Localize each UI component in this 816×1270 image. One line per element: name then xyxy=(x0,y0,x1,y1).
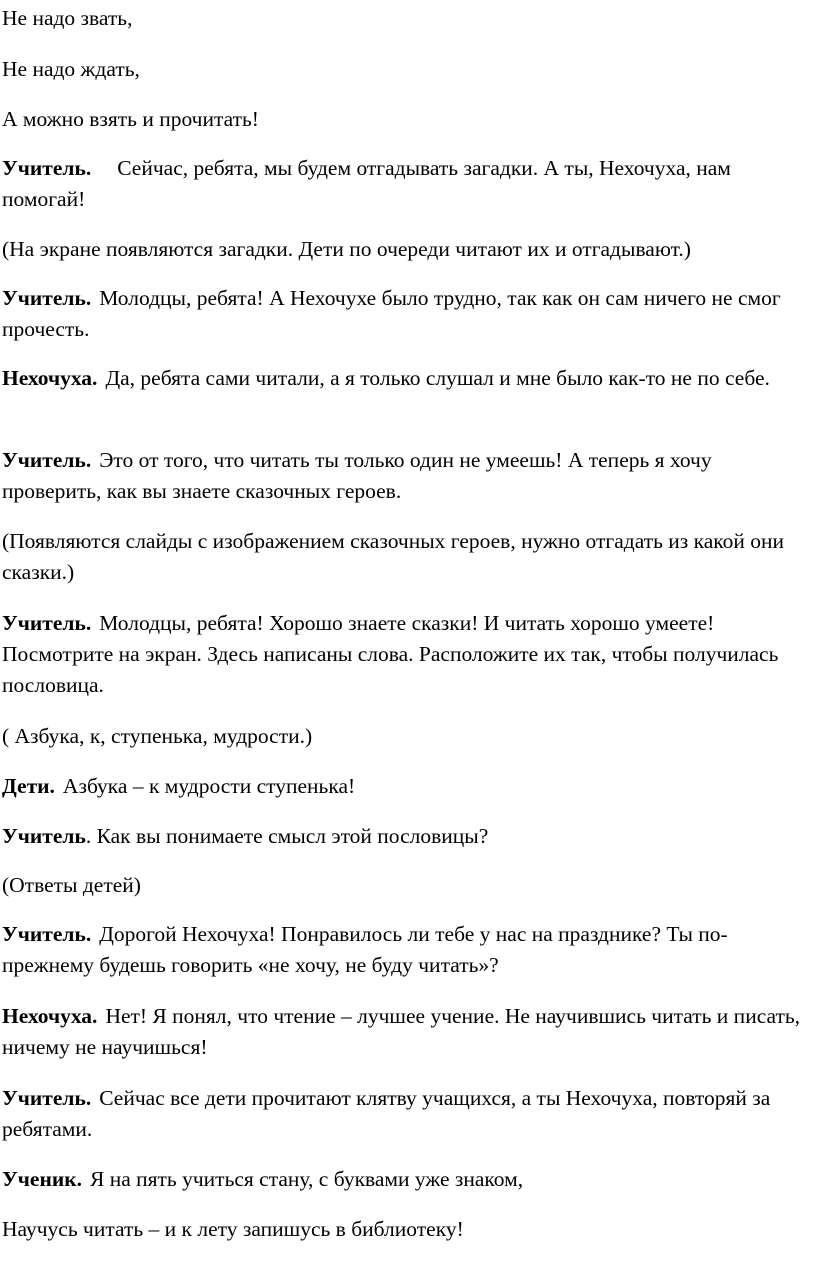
dialogue-paragraph xyxy=(2,1001,812,1063)
poem-line-1 xyxy=(2,3,812,34)
speaker-label: Учитель. xyxy=(2,286,92,310)
dialogue-paragraph xyxy=(2,771,812,802)
paragraph-text: Я на пять учиться стану, с буквами уже знаком, xyxy=(90,1167,524,1191)
dialogue-paragraph xyxy=(2,1214,812,1245)
paragraph-text: Молодцы, ребята! Хорошо знаете сказки! И читать хорошо умеете! Посмотрите на экран. Здесь написаны слова. Расположите их так, чтобы получилась пословица. xyxy=(2,611,779,697)
dialogue-paragraph xyxy=(2,283,812,345)
poem-line-3 xyxy=(2,104,812,135)
paragraph-text: (На экране появляются загадки. Дети по очереди читают их и отгадывают.) xyxy=(2,237,691,261)
paragraph-text: Не надо звать, xyxy=(2,6,133,30)
paragraph-text: А можно взять и прочитать! xyxy=(2,107,259,131)
dialogue-paragraph xyxy=(2,1083,812,1145)
paragraph-text: (Ответы детей) xyxy=(2,873,141,897)
paragraph-text: ( Азбука, к, ступенька, мудрости.) xyxy=(2,724,313,748)
paragraph-text: Нет! Я понял, что чтение – лучшее учение. Не научившись читать и писать, ничему не научишься! xyxy=(2,1004,801,1059)
paragraph-text: Азбука – к мудрости ступенька! xyxy=(62,774,356,798)
speaker-label: Учитель. xyxy=(2,448,92,472)
dialogue-paragraph xyxy=(2,363,812,394)
paragraph-text: Научусь читать – и к лету запишусь в библиотеку! xyxy=(2,1217,464,1241)
speaker-label: Учитель. xyxy=(2,611,92,635)
paragraph-text: Да, ребята сами читали, а я только слушал и мне было как-то не по себе. xyxy=(105,366,770,390)
speaker-label: Нехочуха. xyxy=(2,1004,98,1028)
paragraph-text: (Появляются слайды с изображением сказочных героев, нужно отгадать из какой они сказки.) xyxy=(2,529,785,584)
paragraph-text: . Как вы понимаете смысл этой пословицы? xyxy=(85,824,489,848)
dialogue-paragraph xyxy=(2,1164,812,1195)
speaker-label: Нехочуха. xyxy=(2,366,98,390)
paragraph-text: Сейчас, ребята, мы будем отгадывать загадки. А ты, Нехочуха, нам помогай! xyxy=(2,156,731,211)
paragraph-text: Дорогой Нехочуха! Понравилось ли тебе у нас на празднике? Ты по-прежнему будешь говорить «не хочу, не буду читать»? xyxy=(2,922,728,977)
paragraph-text: Сейчас все дети прочитают клятву учащихся, а ты Нехочуха, повторяй за ребятами. xyxy=(2,1086,771,1141)
dialogue-paragraph xyxy=(2,445,812,507)
speaker-label: Учитель. xyxy=(2,156,92,180)
speaker-label: Дети. xyxy=(2,774,55,798)
dialogue-paragraph xyxy=(2,153,812,215)
stage-direction xyxy=(2,234,812,265)
speaker-label: Учитель xyxy=(2,824,86,848)
dialogue-paragraph xyxy=(2,821,812,852)
speaker-label: Ученик. xyxy=(2,1167,82,1191)
poem-line-2 xyxy=(2,54,812,85)
paragraph-text: Это от того, что читать ты только один не умеешь! А теперь я хочу проверить, как вы знаете сказочных героев. xyxy=(2,448,712,503)
paragraph-text: Молодцы, ребята! А Нехочухе было трудно, так как он сам ничего не смог прочесть. xyxy=(2,286,781,341)
stage-direction xyxy=(2,526,812,588)
dialogue-paragraph xyxy=(2,608,812,701)
paragraph-text: Не надо ждать, xyxy=(2,57,140,81)
stage-direction xyxy=(2,721,812,752)
speaker-label: Учитель. xyxy=(2,1086,92,1110)
dialogue-paragraph xyxy=(2,919,812,981)
stage-direction xyxy=(2,870,812,901)
speaker-label: Учитель. xyxy=(2,922,92,946)
